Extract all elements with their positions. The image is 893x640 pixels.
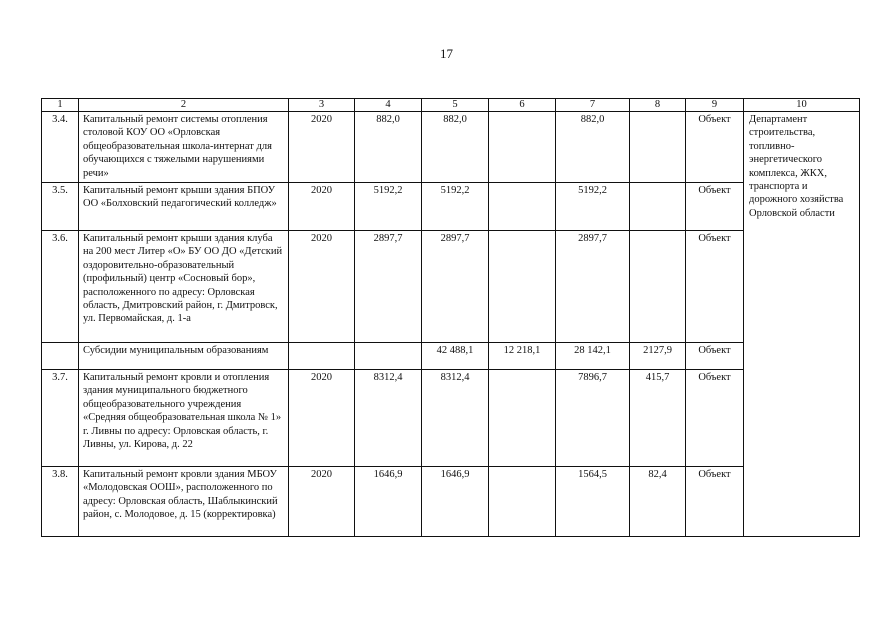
work-name: Капитальный ремонт крыши здания клуба на 200 мест Литер «О» БУ ОО ДО «Детский оздоровительно-образовательный (профильный) центр «Сосновый бор», расположенного по адресу: Орловская область, Дмитровский район, г. Дмитровск, ул. Первомайская, д. 1-а [79,231,289,343]
amount-col6 [489,467,556,537]
amount-col8 [630,112,686,183]
work-name: Капитальный ремонт кровли и отопления здания муниципального бюджетного общеобразовательного учреждения «Средняя общеобразовательная школа № 1» г. Ливны по адресу: Орловская область, г. Ливны, ул. Кирова, д. 22 [79,370,289,467]
header-cell-8: 8 [630,99,686,112]
row-number: 3.7. [42,370,79,467]
amount-col7: 882,0 [556,112,630,183]
row-number: 3.4. [42,112,79,183]
year: 2020 [289,112,355,183]
page-number: 17 [440,46,453,61]
header-cell-4: 4 [355,99,422,112]
amount-col7: 1564,5 [556,467,630,537]
amount-col6 [489,231,556,343]
program-table [41,98,860,537]
total-amount: 8312,4 [355,370,422,467]
table-row [42,343,860,370]
total-amount: 5192,2 [355,183,422,231]
row-number: 3.6. [42,231,79,343]
work-name: Субсидии муниципальным образованиям [79,343,289,370]
table-row [42,183,860,231]
row-number [42,343,79,370]
year [289,343,355,370]
amount-col7: 28 142,1 [556,343,630,370]
year: 2020 [289,231,355,343]
amount-col8: 415,7 [630,370,686,467]
total-amount: 882,0 [355,112,422,183]
year: 2020 [289,183,355,231]
header-cell-1: 1 [42,99,79,112]
table-row [42,370,860,467]
amount-col8: 2127,9 [630,343,686,370]
amount-col7: 2897,7 [556,231,630,343]
amount-col7: 7896,7 [556,370,630,467]
amount-col6 [489,112,556,183]
header-cell-7: 7 [556,99,630,112]
total-amount [355,343,422,370]
responsible-department: Департамент строительства, топливно-энергетического комплекса, ЖКХ, транспорта и дорожного хозяйства Орловской области [744,112,860,537]
row-number: 3.5. [42,183,79,231]
table-row [42,231,860,343]
amount-col8: 82,4 [630,467,686,537]
amount-col6 [489,183,556,231]
work-name: Капитальный ремонт кровли здания МБОУ «Молодовская ООШ», расположенного по адресу: Орловская область, Шаблыкинский район, с. Молодовое, д. 15 (корректировка) [79,467,289,537]
amount-col5: 2897,7 [422,231,489,343]
amount-col6 [489,370,556,467]
header-cell-5: 5 [422,99,489,112]
total-amount: 2897,7 [355,231,422,343]
amount-col5: 1646,9 [422,467,489,537]
unit: Объект [686,343,744,370]
total-amount: 1646,9 [355,467,422,537]
unit: Объект [686,231,744,343]
unit: Объект [686,467,744,537]
table-row [42,467,860,537]
header-cell-10: 10 [744,99,860,112]
row-number: 3.8. [42,467,79,537]
work-name: Капитальный ремонт крыши здания БПОУ ОО «Болховский педагогический колледж» [79,183,289,231]
header-cell-2: 2 [79,99,289,112]
amount-col8 [630,183,686,231]
amount-col5: 42 488,1 [422,343,489,370]
year: 2020 [289,467,355,537]
header-cell-3: 3 [289,99,355,112]
amount-col5: 5192,2 [422,183,489,231]
unit: Объект [686,370,744,467]
amount-col6: 12 218,1 [489,343,556,370]
table-header-row [42,99,860,112]
work-name: Капитальный ремонт системы отопления столовой КОУ ОО «Орловская общеобразовательная школа-интернат для обучающихся с тяжелыми нарушениями речи» [79,112,289,183]
table-row [42,112,860,183]
header-cell-9: 9 [686,99,744,112]
header-cell-6: 6 [489,99,556,112]
amount-col5: 882,0 [422,112,489,183]
unit: Объект [686,112,744,183]
amount-col5: 8312,4 [422,370,489,467]
amount-col8 [630,231,686,343]
year: 2020 [289,370,355,467]
amount-col7: 5192,2 [556,183,630,231]
unit: Объект [686,183,744,231]
